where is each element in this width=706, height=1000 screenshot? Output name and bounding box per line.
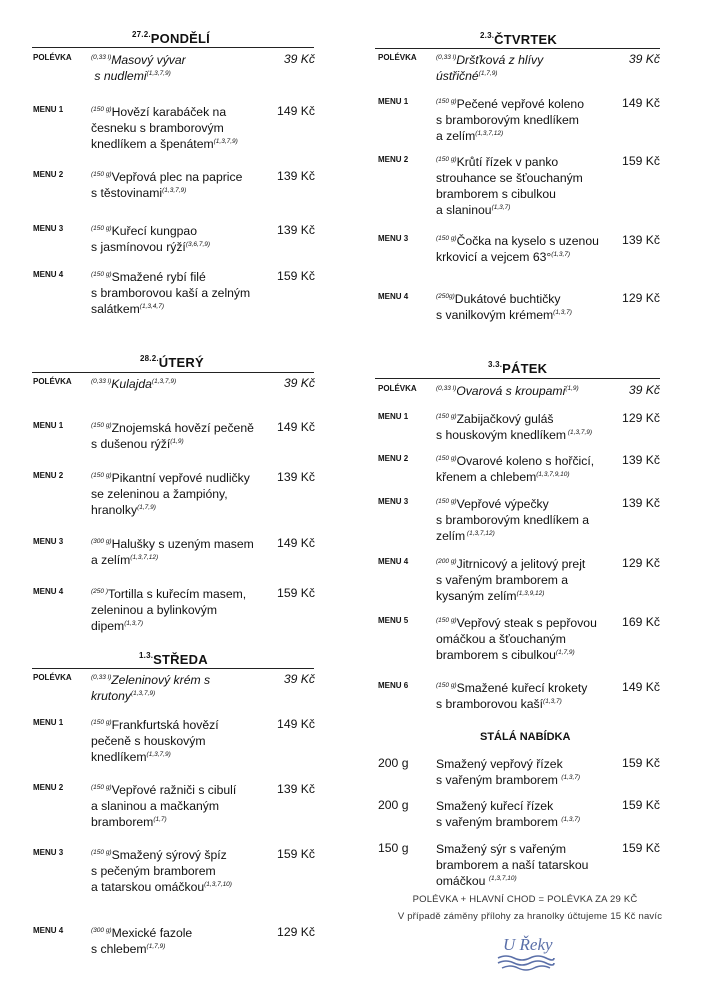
menu-label: MENU 2	[33, 471, 64, 480]
dish-name: $^{(150 g)}$Smažené kuřecí krokety s bramborovou kaší$^{(1,3,7)}$	[436, 681, 588, 711]
soup-label: POLÉVKA	[378, 53, 417, 62]
dish-name: $^{(150 g)}$Čočka na kyselo s uzenou krkovicí a vejcem 63°$^{(1,3,7)}$	[436, 234, 599, 264]
day-heading-thursday: $^{2.3.}$ČTVRTEK	[480, 31, 557, 47]
dish-name: $^{(150 g)}$Pečené vepřové koleno s bramborovým knedlíkem a zelím$^{(1,3,7,12)}$	[436, 97, 584, 143]
dish-price: 139 Kč	[277, 470, 315, 484]
menu-label: MENU 2	[33, 170, 64, 179]
dish-name: $^{(150 g)}$Vepřový steak s pepřovou omáčkou a šťouchaným bramborem s cibulkou$^{(1,7,9)}$	[436, 616, 597, 662]
menu-label: MENU 6	[378, 681, 409, 690]
dish-name: $^{(200 g)}$Jitrnicový a jelitový prejt s vařeným bramborem a kysaným zelím$^{(1,3,9,12)}$	[436, 557, 586, 603]
menu-label: MENU 4	[33, 587, 64, 596]
weight: 150 g	[378, 841, 409, 855]
dish-price: 149 Kč	[622, 96, 660, 110]
svg-text:U Řeky: U Řeky	[503, 935, 553, 954]
dish-name: $^{(150 g)}$Ovarové koleno s hořčicí, křenem a chlebem$^{(1,3,7,9,10)}$	[436, 454, 595, 484]
menu-label: MENU 3	[33, 537, 64, 546]
dish-name: $^{(150 g)}$Hovězí karabáček na česneku s bramborovým knedlíkem a špenátem$^{(1,3,7,9)}$	[91, 105, 238, 151]
dish-name: $^{(150 g)}$Zabijačkový guláš s houskovým knedlíkem $^{(1,3,7,9)}$	[436, 412, 593, 442]
day-heading-tuesday: $^{28.2.}$ÚTERÝ	[140, 354, 204, 370]
menu-label: MENU 1	[33, 421, 64, 430]
dish-price: 129 Kč	[622, 411, 660, 425]
dish-price: 139 Kč	[622, 233, 660, 247]
menu-label: MENU 1	[378, 412, 409, 421]
dish-name: $^{(150 g)}$Vepřové výpečky s bramborovým knedlíkem a zelím $^{(1,3,7,12)}$	[436, 497, 590, 543]
day-heading-friday: $^{3.3.}$PÁTEK	[488, 360, 548, 376]
dish-price: 159 Kč	[277, 586, 315, 600]
dish-price: 139 Kč	[277, 169, 315, 183]
menu-label: MENU 1	[33, 105, 64, 114]
logo-mark	[496, 930, 556, 974]
dish-price: 149 Kč	[277, 420, 315, 434]
divider	[375, 378, 660, 379]
soup-label: POLÉVKA	[33, 53, 72, 62]
weight: 200 g	[378, 756, 409, 770]
soup-price: 39 Kč	[628, 52, 660, 66]
day-heading-monday: $^{27.2.}$PONDĚLÍ	[132, 30, 210, 46]
soup-label: POLÉVKA	[33, 377, 72, 386]
divider	[32, 668, 314, 669]
soup-label: POLÉVKA	[378, 384, 417, 393]
menu-label: MENU 4	[33, 926, 64, 935]
dish-name: $^{(150 g)}$Frankfurtská hovězí pečeně s houskovým knedlíkem$^{(1,3,7,9)}$	[91, 718, 219, 764]
weight: 200 g	[378, 798, 409, 812]
dish-price: 159 Kč	[622, 756, 660, 770]
menu-label: MENU 2	[378, 155, 409, 164]
soup-name: $^{(0,33 l)}$Ovarová s kroupami$^{(1,9)}$	[436, 384, 579, 398]
dish-price: 149 Kč	[277, 717, 315, 731]
dish-name: $^{(150 g)}$Vepřová plec na paprice s těstovinami$^{(1,3,7,9)}$	[91, 170, 243, 200]
dish-price: 139 Kč	[622, 453, 660, 467]
dish-price: 129 Kč	[622, 556, 660, 570]
restaurant-logo	[496, 930, 556, 974]
dish-price: 169 Kč	[622, 615, 660, 629]
soup-price: 39 Kč	[283, 672, 315, 686]
dish-name: $^{(150 g)}$Smažené rybí filé s bramborovou kaší a zelným salátkem$^{(1,3,4,7)}$	[91, 270, 251, 316]
soup-name: $^{(0,33 l)}$Kulajda$^{(1,3,7,9)}$	[91, 377, 177, 391]
dish-price: 149 Kč	[277, 104, 315, 118]
dish-name: Smažený sýr s vařeným bramborem a naší tatarskou omáčkou $^{(1,3,7,10)}$	[436, 842, 589, 888]
dish-price: 159 Kč	[277, 847, 315, 861]
dish-name: $^{(150 g)}$Krůtí řízek v panko strouhance se šťouchaným bramborem s cibulkou a slaninou$^{(1,3,7)}$	[436, 155, 583, 217]
dish-price: 159 Kč	[622, 154, 660, 168]
menu-label: MENU 1	[33, 718, 64, 727]
dish-price: 159 Kč	[277, 269, 315, 283]
dish-price: 159 Kč	[622, 798, 660, 812]
menu-label: MENU 2	[378, 454, 409, 463]
dish-name: $^{(150 g)}$Vepřové ražniči s cibulí a slaninou a mačkaným bramborem$^{(1,7)}$	[91, 783, 237, 829]
dish-name: $^{(150 g)}$Znojemská hovězí pečeně s dušenou rýží$^{(1,9)}$	[91, 421, 254, 451]
dish-name: Smažený kuřecí řízek s vařeným bramborem $^{(1,3,7)}$	[436, 799, 581, 829]
divider	[32, 372, 314, 373]
dish-name: $^{(300 g)}$Halušky s uzeným masem a zelím$^{(1,3,7,12)}$	[91, 537, 254, 567]
menu-label: MENU 4	[33, 270, 64, 279]
combo-note: POLÉVKA + HLAVNÍ CHOD = POLÉVKA ZA 29 KČ	[412, 894, 638, 905]
dish-name: $^{(250 )}$Tortilla s kuřecím masem, zeleninou a bylinkovým dipem$^{(1,3,7)}$	[91, 587, 247, 633]
soup-name: $^{(0,33 l)}$Zeleninový krém s krutony$^{(1,3,7,9)}$	[91, 673, 211, 703]
menu-label: MENU 4	[378, 292, 409, 301]
dish-price: 129 Kč	[622, 291, 660, 305]
soup-price: 39 Kč	[283, 376, 315, 390]
dish-price: 139 Kč	[622, 496, 660, 510]
dish-name: $^{(250g)}$Dukátové buchtičky s vanilkovým krémem$^{(1,3,7)}$	[436, 292, 572, 322]
menu-label: MENU 1	[378, 97, 409, 106]
dish-price: 149 Kč	[622, 680, 660, 694]
menu-label: MENU 3	[378, 234, 409, 243]
dish-name: Smažený vepřový řízek s vařeným bramborem $^{(1,3,7)}$	[436, 757, 581, 787]
side-swap-note: V případě záměny přílohy za hranolky účtujeme 15 Kč navíc	[397, 911, 663, 922]
soup-price: 39 Kč	[283, 52, 315, 66]
dish-name: $^{(150 g)}$Pikantní vepřové nudličky se zeleninou a žampióny, hranolky$^{(1,7,9)}$	[91, 471, 250, 517]
divider	[32, 47, 314, 48]
standing-offer-title: STÁLÁ NABÍDKA	[480, 731, 571, 743]
menu-label: MENU 3	[33, 224, 64, 233]
soup-name: $^{(0,33 l)}$Masový vývar s nudlemi$^{(1,3,7,9)}$	[91, 53, 186, 83]
dish-price: 139 Kč	[277, 223, 315, 237]
dish-price: 129 Kč	[277, 925, 315, 939]
dish-price: 159 Kč	[622, 841, 660, 855]
dish-name: $^{(150 g)}$Kuřecí kungpao s jasmínovou rýží$^{(3,6,7,9)}$	[91, 224, 211, 254]
dish-name: $^{(300 g)}$Mexické fazole s chlebem$^{(1,7,9)}$	[91, 926, 193, 956]
soup-price: 39 Kč	[628, 383, 660, 397]
dish-name: $^{(150 g)}$Smažený sýrový špíz s pečeným bramborem a tatarskou omáčkou$^{(1,3,7,10)}$	[91, 848, 232, 894]
menu-label: MENU 3	[378, 497, 409, 506]
menu-label: MENU 2	[33, 783, 64, 792]
soup-name: $^{(0,33 l)}$Dršťková z hlívy ústřičné$^{(1,7,9)}$	[436, 53, 544, 83]
divider	[375, 48, 660, 49]
day-heading-wednesday: $^{1.3.}$STŘEDA	[139, 651, 208, 667]
soup-label: POLÉVKA	[33, 673, 72, 682]
dish-price: 139 Kč	[277, 782, 315, 796]
dish-price: 149 Kč	[277, 536, 315, 550]
menu-label: MENU 5	[378, 616, 409, 625]
menu-label: MENU 3	[33, 848, 64, 857]
menu-label: MENU 4	[378, 557, 409, 566]
